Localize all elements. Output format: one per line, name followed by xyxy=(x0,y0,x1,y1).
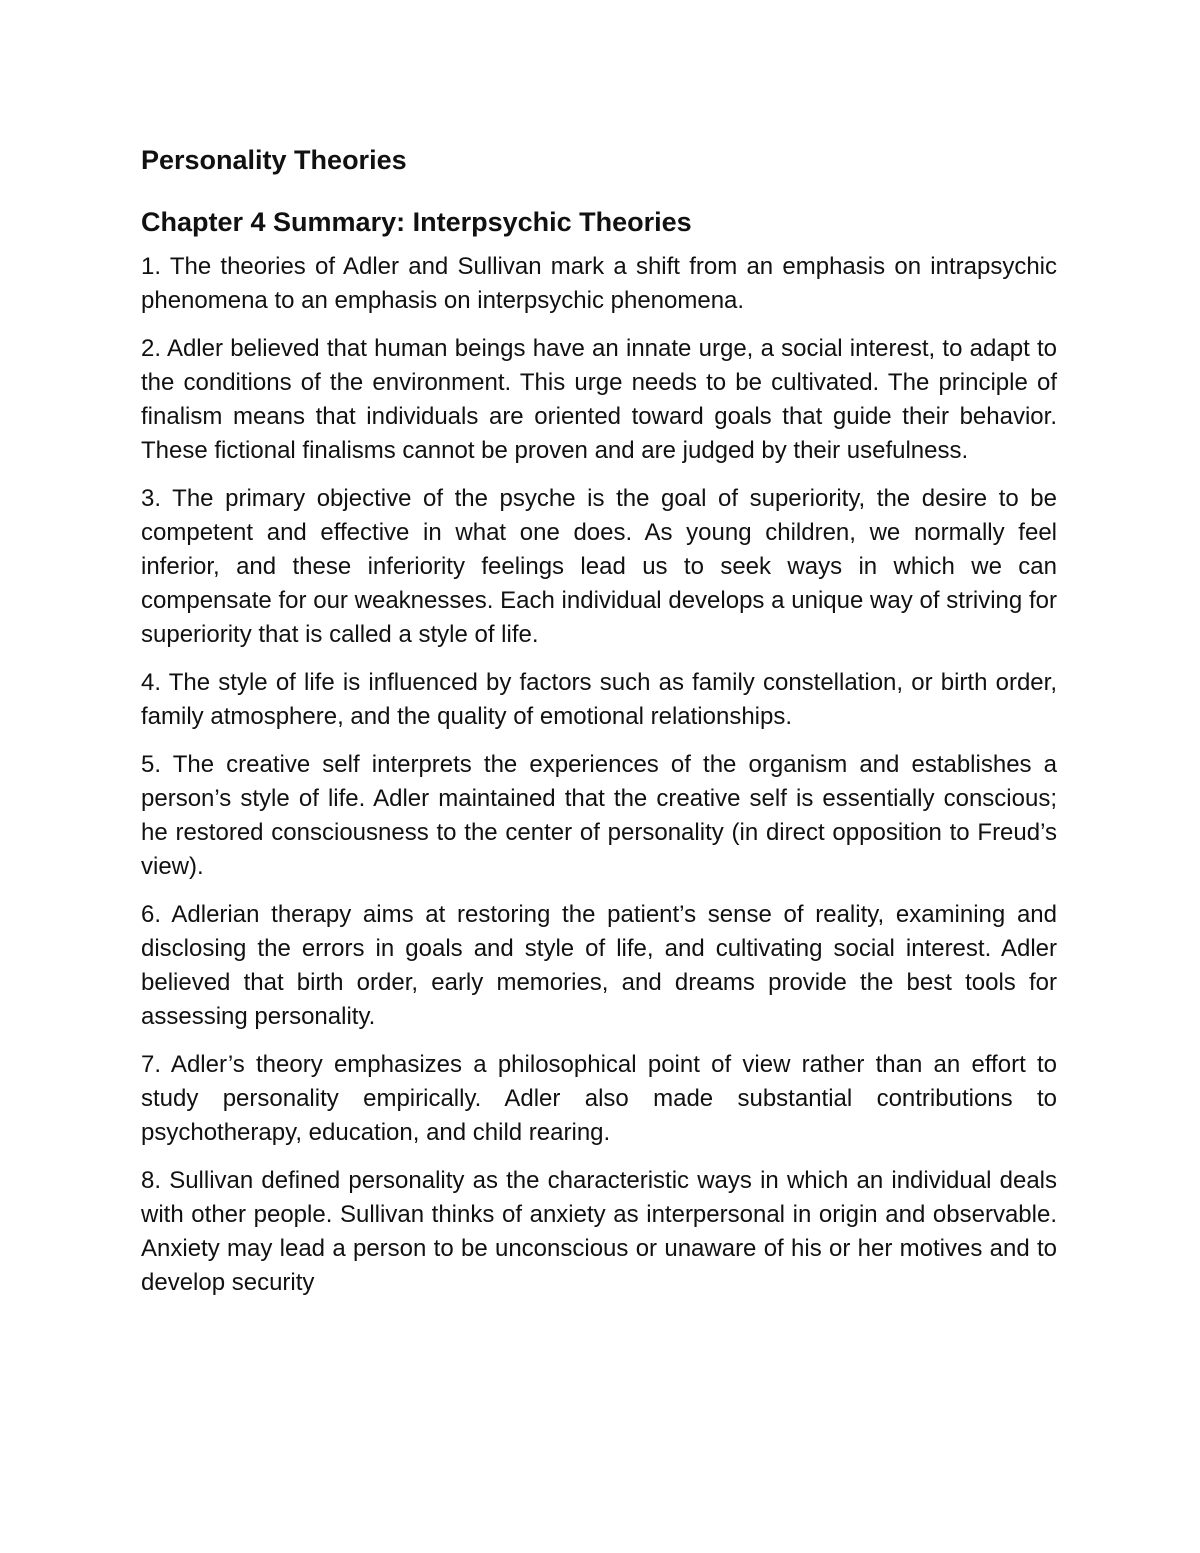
paragraph-4: 4. The style of life is influenced by factors such as family constellation, or birth order, family atmosphere, and the quality of emotional relationships. xyxy=(141,669,1057,730)
paragraph-3: 3. The primary objective of the psyche is the goal of superiority, the desire to be competent and effective in what one does. As young children, we normally feel inferior, and these inferiority feelings lead us to seek ways in which we can compensate for our weaknesses. Each individual develops a unique way of striving for superiority that is called a style of life. xyxy=(141,485,1057,648)
document-page xyxy=(141,138,1057,1314)
document-title: Personality Theories xyxy=(141,145,407,175)
paragraph-1: 1. The theories of Adler and Sullivan mark a shift from an emphasis on intrapsychic phenomena to an emphasis on interpsychic phenomena. xyxy=(141,253,1057,314)
paragraph-6: 6. Adlerian therapy aims at restoring the patient’s sense of reality, examining and disclosing the errors in goals and style of life, and cultivating social interest. Adler believed that birth order, early memories, and dreams provide the best tools for assessing personality. xyxy=(141,901,1057,1030)
chapter-heading: Chapter 4 Summary: Interpsychic Theories xyxy=(141,207,692,237)
paragraph-8: 8. Sullivan defined personality as the characteristic ways in which an individual deals with other people. Sullivan thinks of anxiety as interpersonal in origin and observable. Anxiety may lead a person to be unconscious or unaware of his or her motives and to develop security xyxy=(141,1167,1057,1296)
paragraph-2: 2. Adler believed that human beings have an innate urge, a social interest, to adapt to the conditions of the environment. This urge needs to be cultivated. The principle of finalism means that individuals are oriented toward goals that guide their behavior. These fictional finalisms cannot be proven and are judged by their usefulness. xyxy=(141,335,1057,464)
paragraph-5: 5. The creative self interprets the experiences of the organism and establishes a person’s style of life. Adler maintained that the creative self is essentially conscious; he restored consciousness to the center of personality (in direct opposition to Freud’s view). xyxy=(141,751,1057,880)
paragraph-7: 7. Adler’s theory emphasizes a philosophical point of view rather than an effort to study personality empirically. Adler also made substantial contributions to psychotherapy, education, and child rearing. xyxy=(141,1051,1057,1146)
